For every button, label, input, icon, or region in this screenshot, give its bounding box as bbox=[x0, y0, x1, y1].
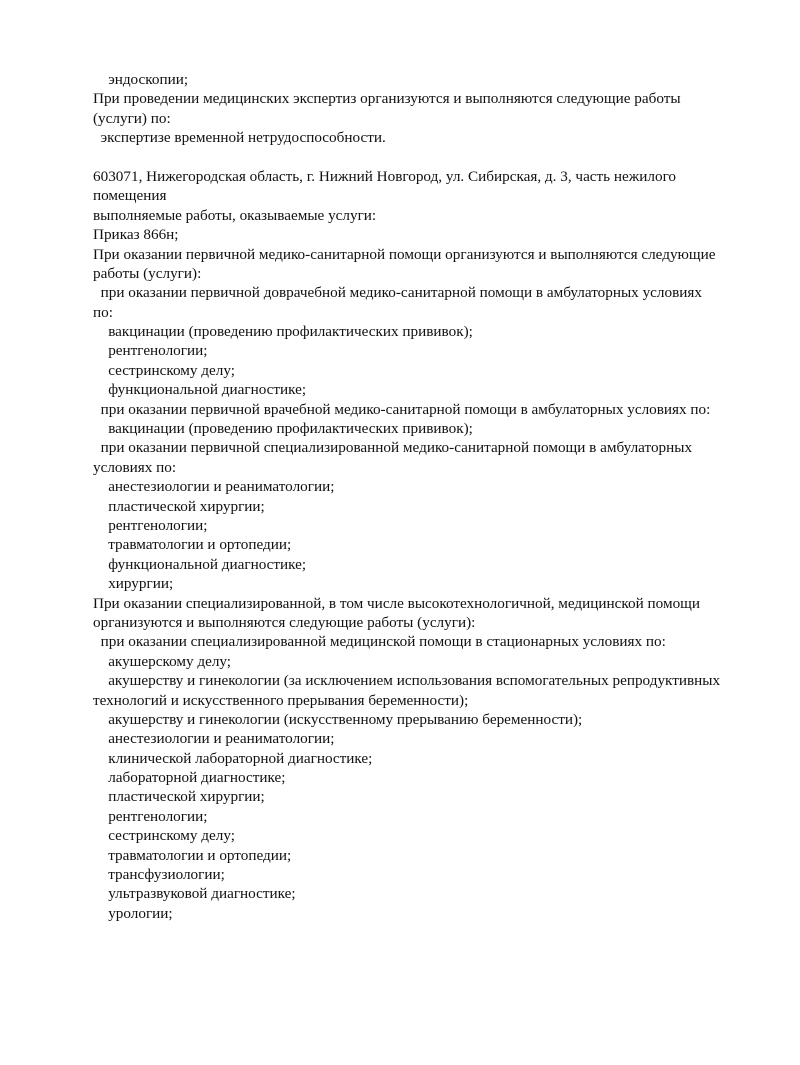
list-item: сестринскому делу; bbox=[93, 361, 235, 379]
list-item: травматологии и ортопедии; bbox=[93, 536, 292, 554]
section-heading: При оказании первичной медико-санитарной помощи организуются и выполняются следующие bbox=[93, 245, 716, 263]
list-item: рентгенологии; bbox=[93, 807, 208, 825]
list-item: рентгенологии; bbox=[93, 516, 208, 534]
subsection-heading: при оказании специализированной медицинской помощи в стационарных условиях по: bbox=[93, 633, 666, 651]
section-heading: При оказании специализированной, в том числе высокотехнологичной, медицинской помощи bbox=[93, 594, 701, 612]
subsection-heading: при оказании первичной специализированной медико-санитарной помощи в амбулаторных bbox=[93, 439, 693, 457]
list-item: анестезиологии и реаниматологии; bbox=[93, 730, 335, 748]
list-item: рентгенологии; bbox=[93, 342, 208, 360]
list-item: акушерству и гинекологии (искусственному прерыванию беременности); bbox=[93, 710, 583, 728]
list-item: хирургии; bbox=[93, 575, 174, 593]
text-line: При проведении медицинских экспертиз организуются и выполняются следующие работы bbox=[93, 90, 681, 108]
list-item: функциональной диагностике; bbox=[93, 381, 307, 399]
list-item: технологий и искусственного прерывания беременности); bbox=[93, 691, 469, 709]
list-item: акушерству и гинекологии (за исключением использования вспомогательных репродуктивных bbox=[93, 672, 721, 690]
subsection-heading: условиях по: bbox=[93, 458, 177, 476]
text-line: (услуги) по: bbox=[93, 109, 171, 127]
order-reference: Приказ 866н; bbox=[93, 226, 179, 244]
list-item: урологии; bbox=[93, 904, 173, 922]
section-heading: организуются и выполняются следующие работы (услуги): bbox=[93, 613, 476, 631]
list-item: лабораторной диагностике; bbox=[93, 769, 286, 787]
list-item: вакцинации (проведению профилактических прививок); bbox=[93, 323, 473, 341]
list-item: анестезиологии и реаниматологии; bbox=[93, 478, 335, 496]
list-item: ультразвуковой диагностике; bbox=[93, 885, 296, 903]
list-item: функциональной диагностике; bbox=[93, 555, 307, 573]
subsection-heading: при оказании первичной доврачебной медико-санитарной помощи в амбулаторных условиях bbox=[93, 284, 702, 302]
text-line: выполняемые работы, оказываемые услуги: bbox=[93, 206, 377, 224]
list-item: пластической хирургии; bbox=[93, 788, 265, 806]
list-item: клинической лабораторной диагностике; bbox=[93, 749, 373, 767]
text-line: экспертизе временной нетрудоспособности. bbox=[93, 129, 386, 147]
blank-line bbox=[93, 148, 763, 167]
subsection-heading: при оказании первичной врачебной медико-санитарной помощи в амбулаторных условиях по: bbox=[93, 400, 711, 418]
list-item: травматологии и ортопедии; bbox=[93, 846, 292, 864]
list-item: акушерскому делу; bbox=[93, 652, 232, 670]
list-item: пластической хирургии; bbox=[93, 497, 265, 515]
list-item: трансфузиологии; bbox=[93, 866, 225, 884]
section-heading: работы (услуги): bbox=[93, 264, 202, 282]
address-line: 603071, Нижегородская область, г. Нижний Новгород, ул. Сибирская, д. 3, часть нежилого bbox=[93, 167, 677, 185]
list-item: сестринскому делу; bbox=[93, 827, 235, 845]
address-line: помещения bbox=[93, 187, 167, 205]
text-line: эндоскопии; bbox=[93, 71, 189, 88]
subsection-heading: по: bbox=[93, 303, 113, 321]
list-item: вакцинации (проведению профилактических прививок); bbox=[93, 420, 473, 438]
document-body bbox=[93, 70, 763, 923]
